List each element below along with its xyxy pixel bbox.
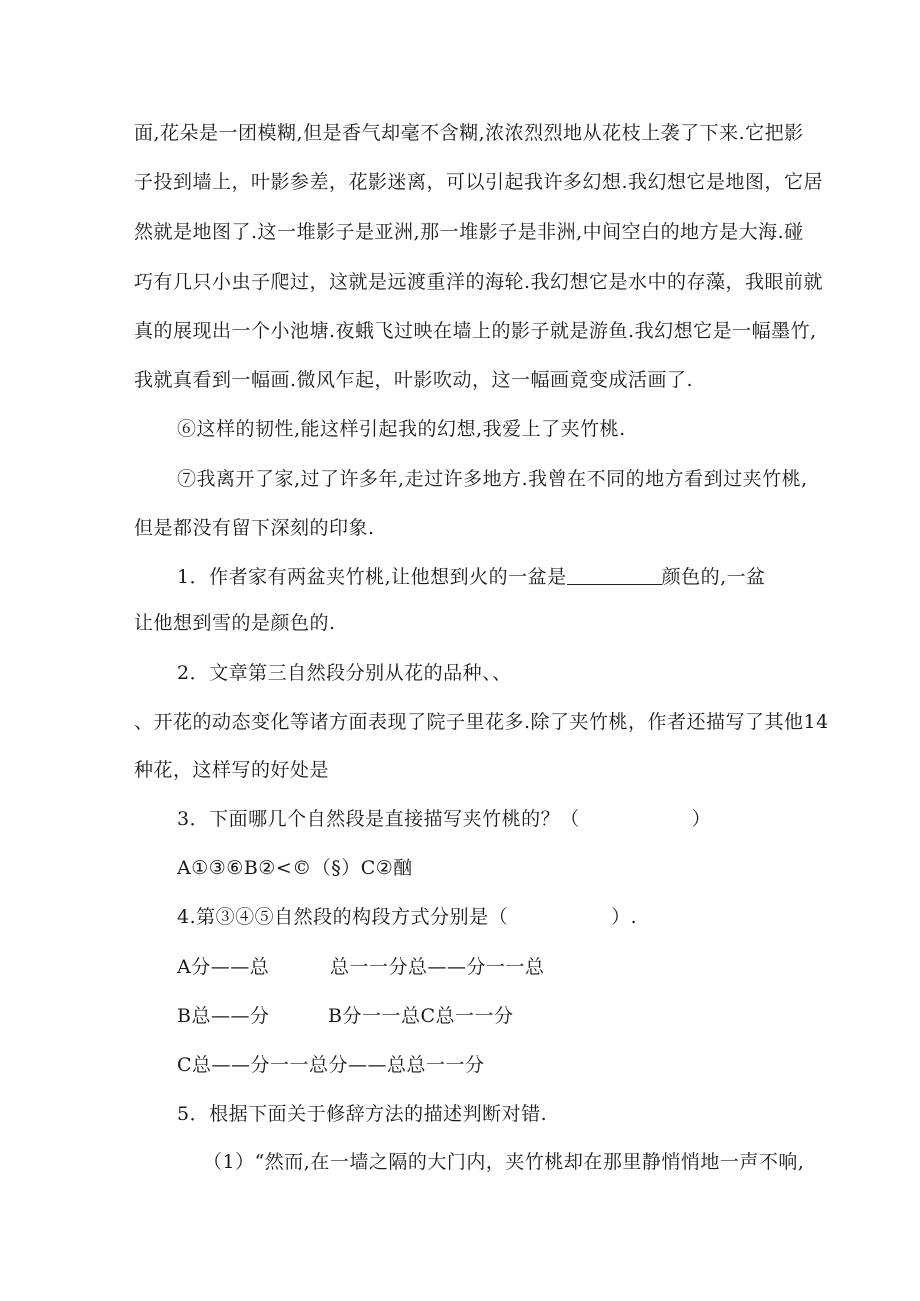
question-3-text: 3．下面哪几个自然段是直接描写夹竹桃的？（ [177,808,580,830]
paragraph-5-line-3: 然就是地图了.这一堆影子是亚洲,那一堆影子是非洲,中间空白的地方是大海.碰 [134,221,804,243]
question-3-options: A①③⑥B②<©（§）C②酗 [177,857,413,879]
question-4-option-b-2: B分一一总C总一一分 [328,1005,514,1027]
question-4-stem [177,904,637,930]
question-5-stem: 5．根据下面关于修辞方法的描述判断对错. [177,1103,548,1125]
paragraph-7-line-1: ⑦我离开了家,过了许多年,走过许多地方.我曾在不同的地方看到过夹竹桃, [177,468,808,490]
question-5-item-1: （1）“然而,在一墙之隔的大门内，夹竹桃却在那里静悄悄地一声不响, [203,1151,805,1173]
question-3-stem [177,806,711,832]
question-1-line-1 [177,564,766,590]
question-4-option-a-2: 总一一分总——分一一总 [330,956,545,978]
question-4-option-c: C总——分一一总分——总总一一分 [177,1054,485,1076]
question-1-text-b: 颜色的,一盆 [661,566,766,588]
paragraph-5-line-2: 子投到墙上，叶影参差，花影迷离，可以引起我许多幻想.我幻想它是地图，它居 [134,171,824,193]
question-4-option-b: B总——分 [177,1005,270,1027]
paragraph-6: ⑥这样的韧性,能这样引起我的幻想,我爱上了夹竹桃. [177,418,626,440]
paragraph-5-line-6: 我就真看到一幅画.微风乍起，叶影吹动，这一幅画竟变成活画了. [134,369,694,391]
paragraph-5-line-1: 面,花朵是一团模糊,但是香气却毫不含糊,浓浓烈烈地从花枝上袭了下来.它把影 [134,122,804,144]
question-4-close: ）. [611,906,638,928]
question-2-line-1: 2．文章第三自然段分别从花的品种、、 [177,662,512,684]
answer-blank[interactable] [567,566,662,585]
question-1-line-2: 让他想到雪的是颜色的. [134,612,336,634]
question-3-close: ） [691,808,712,830]
question-1-text-a: 1．作者家有两盆夹竹桃,让他想到火的一盆是 [177,566,567,588]
paragraph-7-line-2: 但是都没有留下深刻的印象. [134,517,375,539]
paragraph-5-line-5: 真的展现出一个小池塘.夜蛾飞过映在墙上的影子就是游鱼.我幻想它是一幅墨竹, [134,320,817,342]
question-2-line-2: 、开花的动态变化等诸方面表现了院子里花多.除了夹竹桃，作者还描写了其他14 [134,711,829,733]
question-4-text: 4.第③④⑤自然段的构段方式分别是（ [177,906,509,928]
paragraph-5-line-4: 巧有几只小虫子爬过，这就是远渡重洋的海轮.我幻想它是水中的存藻，我眼前就 [134,271,824,293]
question-2-line-3: 种花，这样写的好处是 [134,759,330,781]
question-4-option-a: A分——总 [177,956,270,978]
